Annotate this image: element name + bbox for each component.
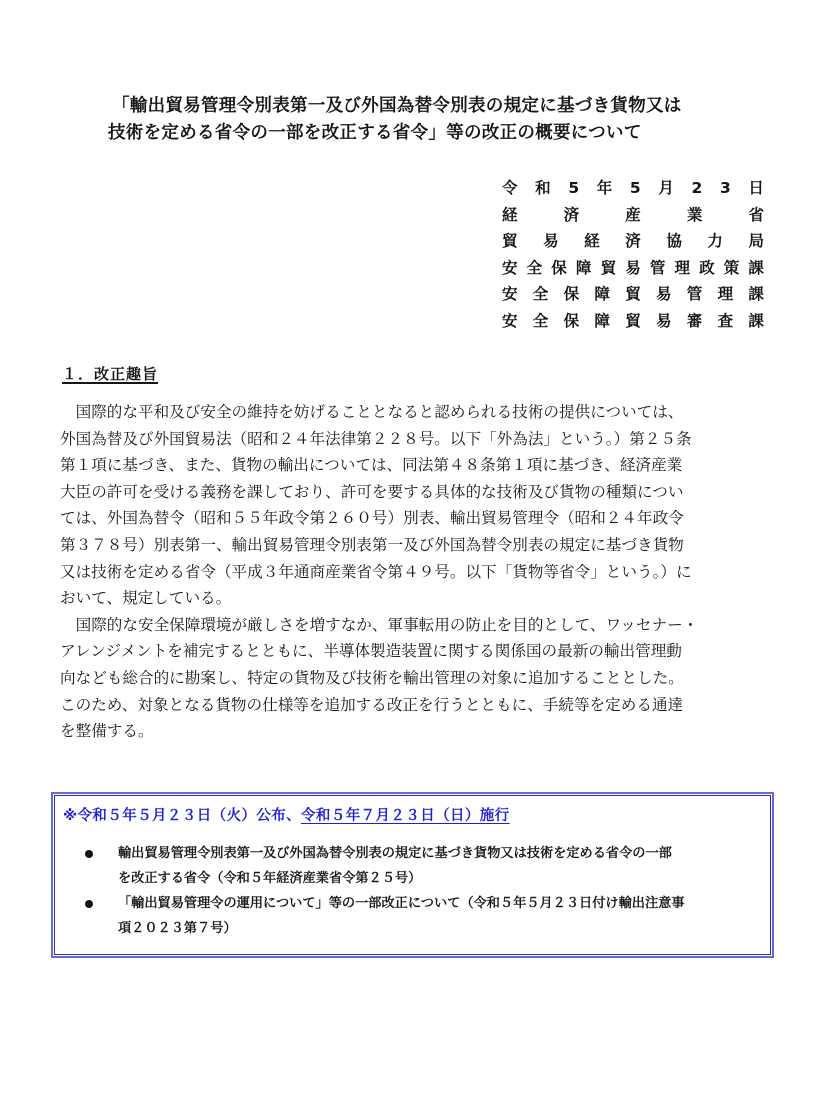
division-char: 理 bbox=[674, 258, 690, 277]
division-char: 貿 bbox=[600, 258, 617, 277]
notice-box bbox=[54, 795, 771, 955]
text-line: 向なども総合的に勘案し、特定の貨物及び技術を輸出管理の対象に追加することとした。 bbox=[60, 668, 684, 687]
text-line: 第３７８号）別表第一、輸出貿易管理令別表第一及び外国為替令別表の規定に基づき貨物 bbox=[60, 535, 684, 554]
division-char: 理 bbox=[717, 285, 734, 303]
division-char: 保 bbox=[563, 285, 580, 303]
text-line: このため、対象となる貨物の仕様等を追加する改正を行うとともに、手続等を定める通達 bbox=[60, 695, 684, 714]
issuer-division-review bbox=[502, 308, 764, 335]
division-char: 障 bbox=[575, 258, 592, 277]
promulgation-date: ※令和５年５月２３日（火）公布、 bbox=[63, 808, 301, 824]
issuer-division-control bbox=[502, 281, 764, 308]
division-char: 課 bbox=[748, 285, 764, 303]
section-body bbox=[60, 399, 768, 745]
division-char: 安 bbox=[502, 285, 518, 303]
bureau-char: 経 bbox=[584, 232, 600, 250]
bullet-icon bbox=[85, 850, 93, 858]
notice-item-text: を改正する省令（令和５年経済産業省令第２５号） bbox=[118, 870, 422, 886]
notice-item-text: 輸出貿易管理令別表第一及び外国為替令別表の規定に基づき貨物又は技術を定める省令の一部 bbox=[118, 846, 672, 861]
ministry-char: 産 bbox=[625, 205, 641, 224]
text-line: 国際的な平和及び安全の維持を妨げることとなると認められる技術の提供については、 bbox=[75, 403, 684, 421]
text-line: 外国為替及び外国貿易法（昭和２４年法律第２２８号。以下「外為法」という。）第２５条 bbox=[60, 429, 692, 448]
bureau-char: 貿 bbox=[502, 232, 518, 250]
division-char: 課 bbox=[748, 311, 764, 330]
bureau-char: 済 bbox=[625, 232, 641, 250]
text-line: 国際的な安全保障環境が厳しさを増すなか、軍事転用の防止を目的として、ワッセナー・ bbox=[75, 615, 699, 634]
notice-item bbox=[85, 892, 765, 941]
text-line: ては、外国為替令（昭和５５年政令第２６０号）別表、輸出貿易管理令（昭和２４年政令 bbox=[60, 509, 684, 528]
division-char: 易 bbox=[625, 258, 641, 277]
division-char: 保 bbox=[551, 258, 567, 277]
date-char: 5 bbox=[629, 179, 641, 197]
ministry-char: 経 bbox=[502, 205, 518, 224]
issuer-division-policy bbox=[502, 255, 764, 282]
issue-date bbox=[502, 175, 764, 202]
notice-list bbox=[85, 842, 765, 942]
division-char: 全 bbox=[532, 311, 549, 330]
bullet-icon bbox=[85, 900, 93, 908]
date-char: 日 bbox=[748, 179, 764, 197]
text-line: アレンジメントを補完するとともに、半導体製造装置に関する関係国の最新の輸出管理動 bbox=[60, 642, 682, 661]
text-line: 大臣の許可を受ける義務を課しており、許可を要する具体的な技術及び貨物の種類につい bbox=[60, 482, 684, 501]
division-char: 障 bbox=[594, 285, 610, 303]
notice-item-text: 「輸出貿易管理令の運用について」等の一部改正について（令和５年５月２３日付け輸出注意事 bbox=[118, 896, 685, 911]
bureau-char: 易 bbox=[543, 232, 559, 250]
division-char: 課 bbox=[748, 258, 764, 277]
division-char: 審 bbox=[686, 311, 703, 330]
notice-headline bbox=[63, 804, 510, 825]
date-char: 5 bbox=[568, 179, 580, 197]
division-char: 全 bbox=[532, 285, 549, 303]
date-char: 3 bbox=[719, 179, 731, 197]
date-char: 和 bbox=[535, 179, 551, 197]
division-char: 策 bbox=[723, 258, 740, 277]
text-line: おいて、規定している。 bbox=[60, 589, 232, 608]
division-char: 安 bbox=[502, 258, 518, 277]
division-char: 易 bbox=[655, 285, 672, 303]
division-char: 障 bbox=[594, 311, 610, 330]
effective-date: 令和５年７月２３日（日）施行 bbox=[301, 808, 510, 824]
division-char: 保 bbox=[563, 311, 580, 330]
paragraph-1 bbox=[60, 399, 768, 612]
paragraph-2 bbox=[60, 612, 768, 745]
text-line: 又は技術を定める省令（平成３年通商産業省令第４９号。以下「貨物等省令」という。）に bbox=[60, 562, 692, 581]
division-char: 管 bbox=[686, 285, 703, 303]
title-line-1: 「輸出貿易管理令別表第一及び外国為替令別表の規定に基づき貨物又は bbox=[112, 96, 682, 116]
title-line-2: 技術を定める省令の一部を改正する省令」等の改正の概要について bbox=[108, 123, 642, 143]
division-char: 貿 bbox=[625, 285, 641, 303]
notice-item bbox=[85, 842, 765, 891]
document-title bbox=[108, 93, 748, 147]
division-char: 易 bbox=[655, 311, 672, 330]
text-line: を整備する。 bbox=[60, 722, 154, 741]
section-heading: １．改正趣旨 bbox=[62, 365, 159, 383]
text-line: 第１項に基づき、また、貨物の輸出については、同法第４８条第１項に基づき、経済産業 bbox=[60, 456, 683, 475]
date-char: 月 bbox=[658, 179, 674, 197]
issuer-bureau bbox=[502, 228, 764, 255]
issuer-block bbox=[502, 175, 764, 334]
notice-item-text: 項２０２３第７号） bbox=[118, 920, 237, 936]
division-char: 安 bbox=[502, 311, 518, 330]
bureau-char: 力 bbox=[707, 232, 723, 250]
date-char: 令 bbox=[502, 179, 518, 197]
date-char: 2 bbox=[691, 179, 703, 197]
ministry-char: 済 bbox=[563, 205, 580, 224]
division-char: 全 bbox=[526, 258, 543, 277]
bureau-char: 協 bbox=[666, 232, 682, 250]
division-char: 査 bbox=[717, 311, 734, 330]
ministry-char: 業 bbox=[686, 205, 703, 224]
bureau-char: 局 bbox=[748, 232, 764, 250]
date-char: 年 bbox=[596, 179, 613, 197]
issuer-ministry bbox=[502, 202, 764, 229]
ministry-char: 省 bbox=[748, 205, 764, 224]
division-char: 政 bbox=[699, 258, 715, 277]
division-char: 貿 bbox=[625, 311, 641, 330]
division-char: 管 bbox=[649, 258, 666, 277]
